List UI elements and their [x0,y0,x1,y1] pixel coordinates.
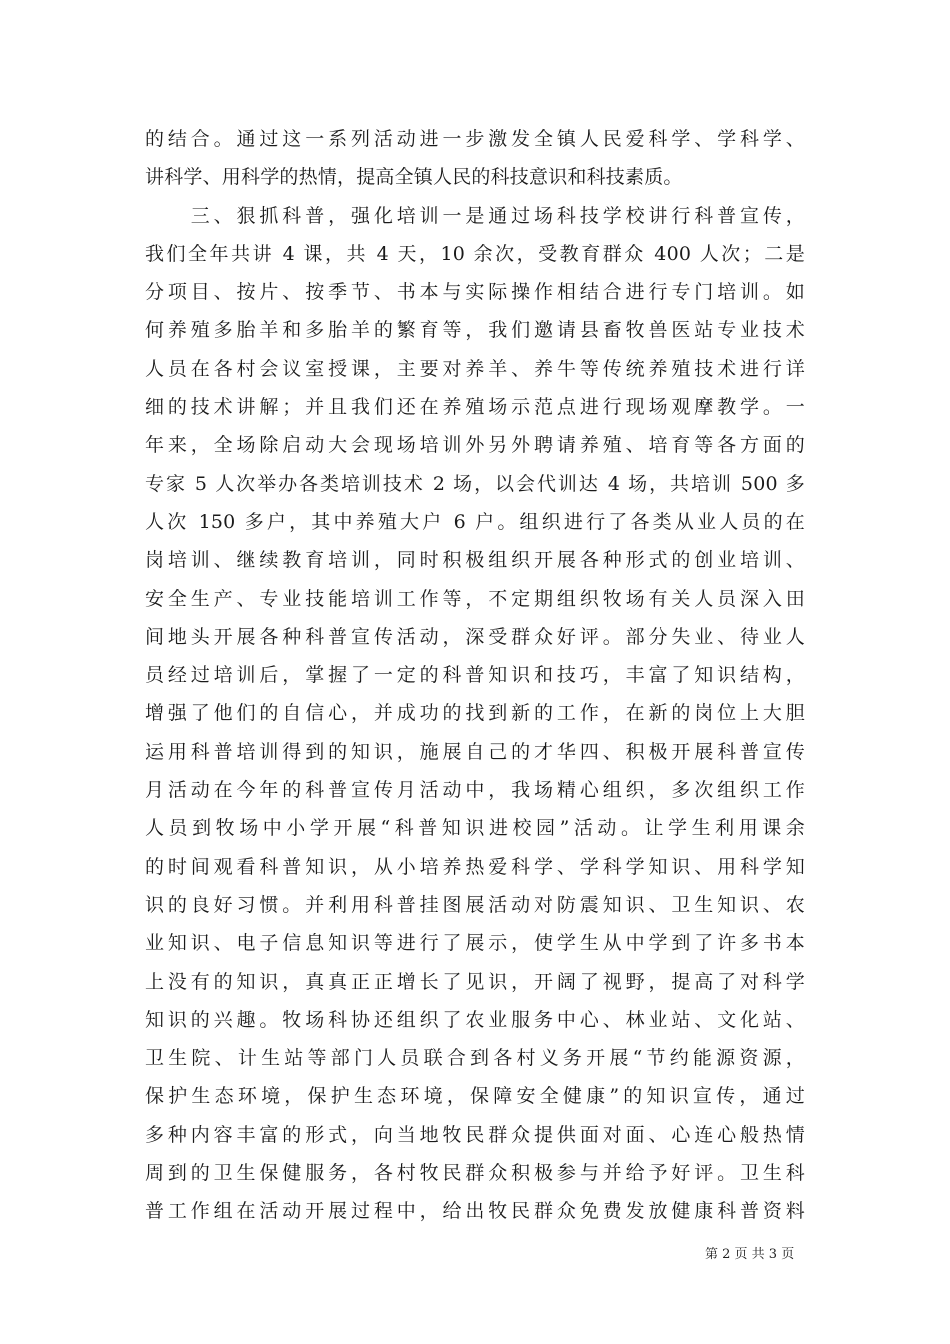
text-line: 分项目、按片、按季节、书本与实际操作相结合进行专门培训。如 [145,281,805,304]
text-line: 知识的兴趣。牧场科协还组织了农业服务中心、林业站、文化站、 [145,1008,805,1031]
text-line: 的结合。通过这一系列活动进一步激发全镇人民爱科学、学科学、 [145,128,805,150]
text-line: 人员在各村会议室授课，主要对养羊、养牛等传统养殖技术进行详 [145,357,805,380]
text-line: 卫生院、计生站等部门人员联合到各村义务开展“节约能源资源， [145,1047,805,1070]
text-line: 人员到牧场中小学开展“科普知识进校园”活动。让学生利用课余 [145,817,805,840]
text-line: 我们全年共讲 4 课，共 4 天，10 余次，受教育群众 400 人次；二是 [145,242,805,265]
text-line: 年来，全场除启动大会现场培训外另外聘请养殖、培育等各方面的 [145,434,805,457]
text-line: 多种内容丰富的形式，向当地牧民群众提供面对面、心连心般热情 [145,1123,805,1146]
text-line: 上没有的知识，真真正正增长了见识，开阔了视野，提高了对科学 [145,970,805,993]
body-text [145,120,805,1231]
text-line: 岗培训、继续教育培训，同时积极组织开展各种形式的创业培训、 [145,549,805,572]
text-line: 细的技术讲解；并且我们还在养殖场示范点进行现场观摩教学。一 [145,396,805,419]
text-line: 普工作组在活动开展过程中，给出牧民群众免费发放健康科普资料 [145,1200,805,1223]
text-line: 的时间观看科普知识，从小培养热爱科学、学科学知识、用科学知 [145,855,805,878]
text-line: 间地头开展各种科普宣传活动，深受群众好评。部分失业、待业人 [145,625,805,648]
text-line: 三、狠抓科普，强化培训一是通过场科技学校讲行科普宣传， [145,204,805,227]
text-line: 专家 5 人次举办各类培训技术 2 场，以会代训达 4 场，共培训 500 多 [145,472,805,495]
text-line: 月活动在今年的科普宣传月活动中，我场精心组织，多次组织工作 [145,779,805,802]
text-line: 周到的卫生保健服务，各村牧民群众积极参与并给予好评。卫生科 [145,1162,805,1185]
text-line: 业知识、电子信息知识等进行了展示，使学生从中学到了许多书本 [145,932,805,955]
text-line: 保护生态环境，保护生态环境，保障安全健康”的知识宣传，通过 [145,1085,805,1108]
text-line: 识的良好习惯。并利用科普挂图展活动对防震知识、卫生知识、农 [145,893,805,916]
text-line: 安全生产、专业技能培训工作等，不定期组织牧场有关人员深入田 [145,587,805,610]
text-line: 讲科学、用科学的热情，提高全镇人民的科技意识和科技素质。 [145,166,683,189]
text-line: 何养殖多胎羊和多胎羊的繁育等，我们邀请县畜牧兽医站专业技术 [145,319,805,342]
text-line: 增强了他们的自信心，并成功的找到新的工作，在新的岗位上大胆 [145,702,805,725]
page-number: 第 2 页 共 3 页 [705,1247,795,1262]
text-line: 运用科普培训得到的知识，施展自己的才华四、积极开展科普宣传 [145,740,805,763]
text-line: 人次 150 多户，其中养殖大户 6 户。组织进行了各类从业人员的在 [145,510,805,533]
text-line: 员经过培训后，掌握了一定的科普知识和技巧，丰富了知识结构， [145,664,805,687]
